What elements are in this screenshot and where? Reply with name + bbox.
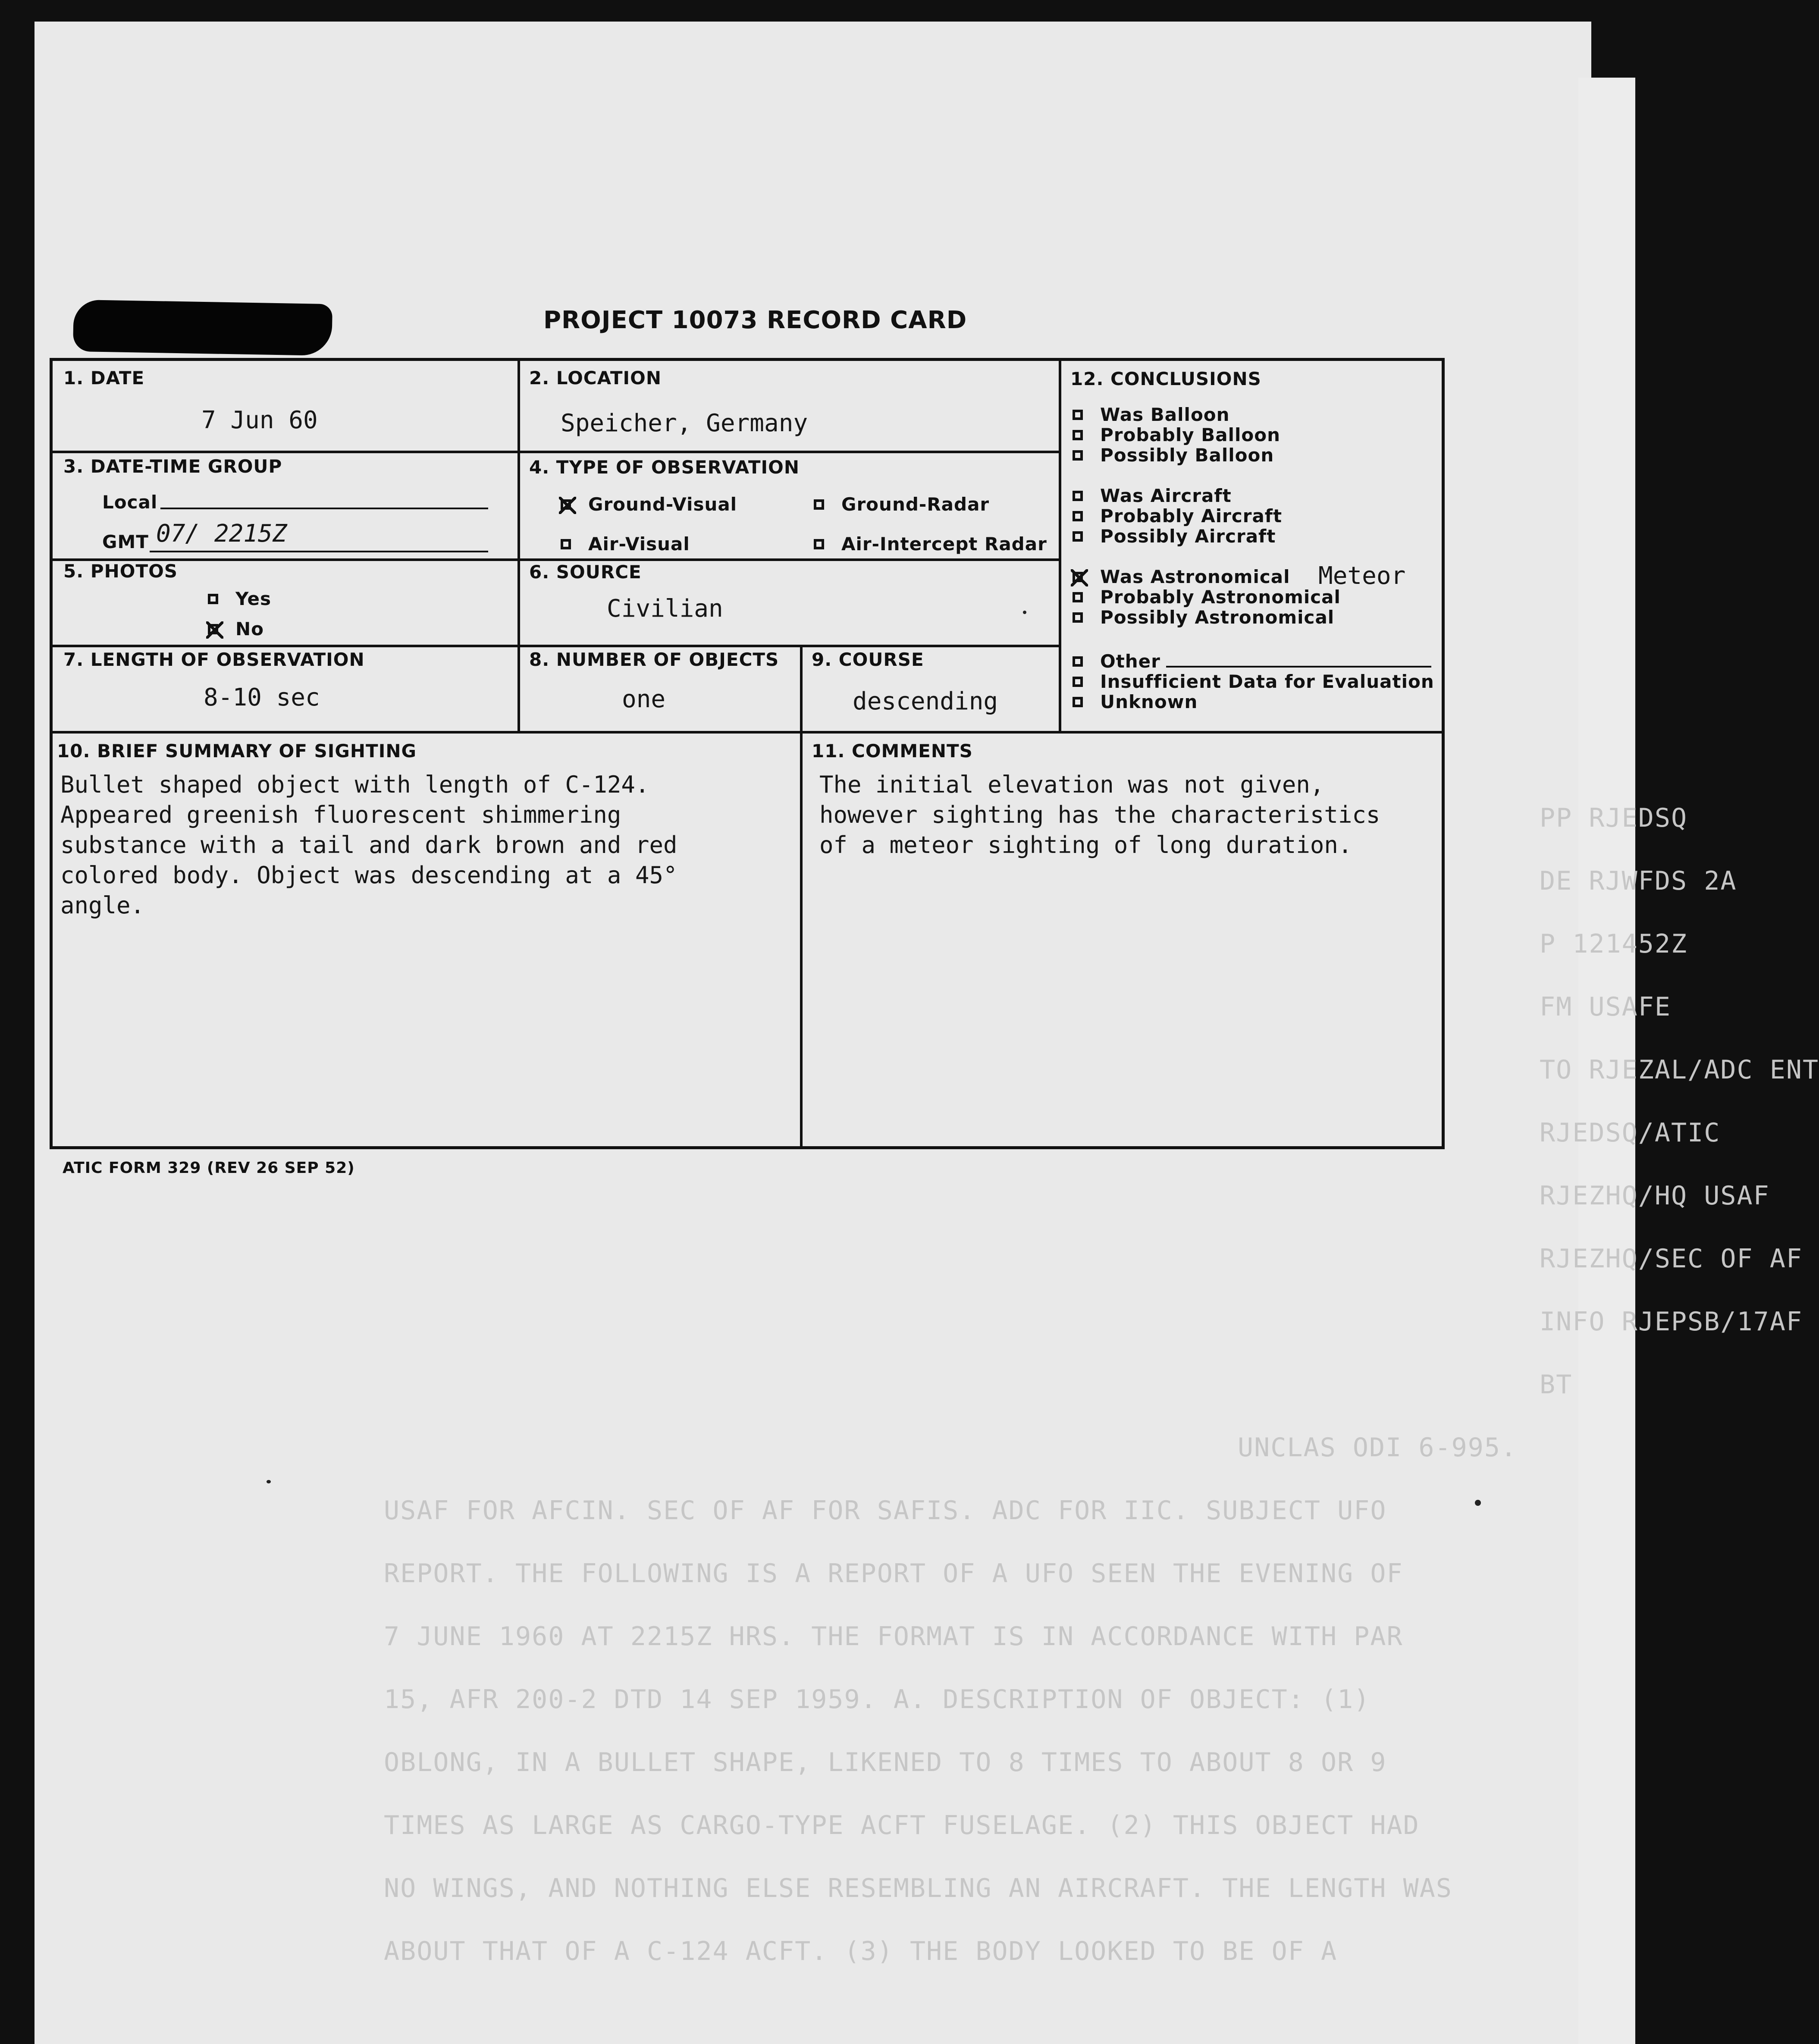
photos-yes[interactable]: Yes (208, 588, 271, 609)
conclusions-label: 12. CONCLUSIONS (1070, 368, 1261, 389)
comment-line: of a meteor sighting of long duration. (819, 831, 1352, 859)
obs-ground-visual[interactable]: Ground-Visual (561, 494, 737, 515)
comments-label: 11. COMMENTS (812, 740, 973, 762)
conclusion-possibly-aircraft[interactable]: Possibly Aircraft (1073, 526, 1276, 547)
checkbox[interactable] (1073, 450, 1083, 461)
checkbox[interactable] (814, 539, 824, 549)
bleed-through-line: UNCLAS ODI 6-995. (1238, 1433, 1518, 1463)
dtg-gmt-line (150, 551, 488, 552)
checkbox[interactable] (1073, 511, 1083, 521)
checkbox[interactable] (1073, 677, 1083, 687)
bleed-through-line: DE RJWFDS 2A (1540, 866, 1737, 896)
dtg-local-line (160, 508, 488, 509)
redaction-mark (73, 300, 332, 356)
source-label: 6. SOURCE (529, 561, 642, 583)
grid-divider (800, 645, 803, 1149)
bleed-through-line: NO WINGS, AND NOTHING ELSE RESEMBLING AN AIRCRAFT. THE LENGTH WAS (384, 1873, 1452, 1903)
speck (267, 1480, 271, 1483)
dtg-gmt-value: 07/ 2215Z (156, 520, 287, 548)
checkbox[interactable] (561, 539, 571, 549)
length-value: 8-10 sec (204, 683, 320, 712)
conclusion-insufficient-data[interactable]: Insufficient Data for Evaluation (1073, 671, 1434, 692)
bleed-through-line: REPORT. THE FOLLOWING IS A REPORT OF A UFO SEEN THE EVENING OF (384, 1558, 1403, 1589)
checkbox[interactable] (1073, 656, 1083, 667)
location-value: Speicher, Germany (561, 409, 808, 437)
photos-no[interactable]: No (208, 618, 264, 640)
bleed-through-line: BT (1540, 1370, 1573, 1400)
bleed-through-line: RJEDSQ/ATIC (1540, 1118, 1721, 1148)
course-label: 9. COURSE (812, 649, 924, 670)
checkbox[interactable] (1073, 697, 1083, 707)
conclusion-other[interactable]: Other (1073, 651, 1160, 672)
dtg-local-label: Local (102, 492, 158, 513)
conclusion-was-astronomical[interactable]: Was Astronomical (1073, 566, 1290, 587)
bleed-through-line: USAF FOR AFCIN. SEC OF AF FOR SAFIS. ADC FOR IIC. SUBJECT UFO (384, 1495, 1387, 1526)
objects-label: 8. NUMBER OF OBJECTS (529, 649, 779, 670)
checkbox[interactable] (1073, 491, 1083, 501)
checkbox[interactable] (1073, 531, 1083, 542)
astronomical-note: Meteor (1318, 562, 1406, 590)
obs-air-visual[interactable]: Air-Visual (561, 533, 690, 555)
photos-label: 5. PHOTOS (63, 561, 178, 582)
bleed-through-line: PP RJEDSQ (1540, 803, 1688, 833)
summary-line: angle. (60, 892, 145, 919)
bleed-through-line: TO RJEZAL/ADC ENT (1540, 1055, 1819, 1085)
summary-line: Bullet shaped object with length of C-124. (60, 771, 649, 798)
grid-divider (53, 558, 1059, 561)
grid-divider (1059, 361, 1061, 731)
summary-line: substance with a tail and dark brown and red (60, 831, 677, 859)
comment-line: however sighting has the characteristics (819, 801, 1380, 828)
conclusion-was-aircraft[interactable]: Was Aircraft (1073, 485, 1232, 506)
dtg-label: 3. DATE-TIME GROUP (63, 456, 282, 477)
checkbox-checked[interactable] (561, 499, 571, 510)
checkbox-checked[interactable] (1073, 572, 1083, 582)
bleed-through-line: ABOUT THAT OF A C-124 ACFT. (3) THE BODY LOOKED TO BE OF A (384, 1936, 1338, 1966)
date-label: 1. DATE (63, 367, 145, 389)
checkbox[interactable] (814, 499, 824, 510)
objects-value: one (622, 685, 666, 713)
obs-air-intercept-radar[interactable]: Air-Intercept Radar (814, 533, 1047, 555)
checkbox[interactable] (1073, 410, 1083, 420)
length-label: 7. LENGTH OF OBSERVATION (63, 649, 365, 670)
checkbox-checked[interactable] (208, 624, 218, 634)
bleed-through-line: P 121452Z (1540, 929, 1688, 959)
speck (1023, 611, 1026, 614)
location-label: 2. LOCATION (529, 367, 662, 389)
checkbox[interactable] (208, 594, 218, 604)
date-value: 7 Jun 60 (201, 406, 318, 434)
conclusion-probably-astronomical[interactable]: Probably Astronomical (1073, 586, 1341, 608)
comments-text (819, 770, 1380, 860)
course-value: descending (853, 687, 998, 715)
obs-ground-radar[interactable]: Ground-Radar (814, 494, 989, 515)
bleed-through-line: OBLONG, IN A BULLET SHAPE, LIKENED TO 8 TIMES TO ABOUT 8 OR 9 (384, 1747, 1387, 1778)
checkbox[interactable] (1073, 612, 1083, 623)
conclusion-unknown[interactable]: Unknown (1073, 691, 1198, 712)
summary-text (60, 770, 677, 921)
dtg-gmt-label: GMT (102, 531, 149, 552)
conclusion-possibly-balloon[interactable]: Possibly Balloon (1073, 445, 1274, 466)
bleed-through-line: FM USAFE (1540, 992, 1671, 1022)
grid-divider (53, 645, 1059, 647)
grid-divider (53, 451, 1059, 453)
bleed-through-line: RJEZHQ/SEC OF AF (1540, 1244, 1803, 1274)
bleed-through-line: RJEZHQ/HQ USAF (1540, 1181, 1770, 1211)
card-title: PROJECT 10073 RECORD CARD (543, 306, 967, 334)
bleed-through-line: 7 JUNE 1960 AT 2215Z HRS. THE FORMAT IS IN ACCORDANCE WITH PAR (384, 1621, 1403, 1652)
comment-line: The initial elevation was not given, (819, 771, 1324, 798)
conclusion-was-balloon[interactable]: Was Balloon (1073, 404, 1230, 425)
speck (1475, 1500, 1481, 1506)
checkbox[interactable] (1073, 592, 1083, 602)
form-id: ATIC FORM 329 (REV 26 SEP 52) (63, 1159, 355, 1177)
conclusion-probably-balloon[interactable]: Probably Balloon (1073, 424, 1280, 445)
source-value: Civilian (607, 595, 723, 623)
conclusion-probably-aircraft[interactable]: Probably Aircraft (1073, 505, 1282, 527)
grid-divider (517, 361, 520, 731)
summary-line: Appeared greenish fluorescent shimmering (60, 801, 621, 828)
observation-type-label: 4. TYPE OF OBSERVATION (529, 457, 800, 478)
bleed-through-line: INFO RJEPSB/17AF (1540, 1307, 1803, 1337)
other-fill-line (1166, 666, 1431, 668)
conclusion-possibly-astronomical[interactable]: Possibly Astronomical (1073, 607, 1334, 628)
summary-line: colored body. Object was descending at a 45° (60, 862, 677, 889)
grid-divider (53, 731, 1445, 734)
checkbox[interactable] (1073, 430, 1083, 440)
bleed-through-line: TIMES AS LARGE AS CARGO-TYPE ACFT FUSELAGE. (2) THIS OBJECT HAD (384, 1810, 1420, 1840)
summary-label: 10. BRIEF SUMMARY OF SIGHTING (57, 740, 417, 762)
record-card (50, 358, 1445, 1149)
bleed-through-line: 15, AFR 200-2 DTD 14 SEP 1959. A. DESCRIPTION OF OBJECT: (1) (384, 1684, 1371, 1715)
